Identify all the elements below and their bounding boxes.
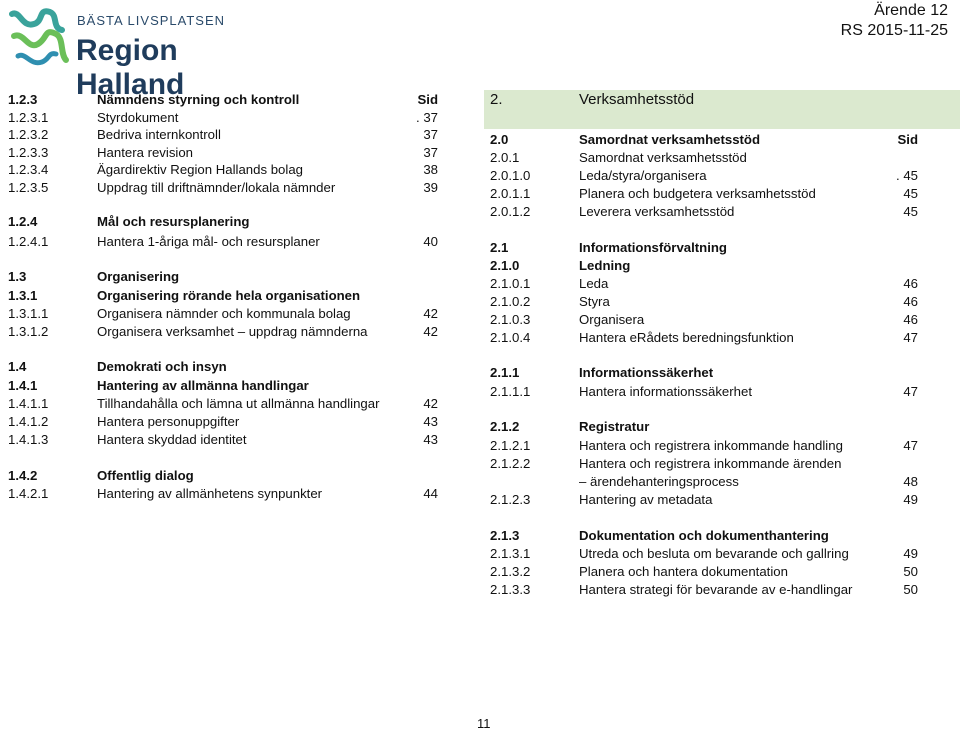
- left-row: [8, 109, 438, 127]
- right.rows-row-number: 2.1.3.3: [490, 582, 531, 597]
- left-row-page: Sid: [417, 92, 438, 107]
- right.rows-row-number: 2.1.2.3: [490, 492, 531, 507]
- left-row-number: 1.4.2: [8, 468, 38, 483]
- right.rows-row-number: 2.1.0: [490, 258, 520, 273]
- right.rows-row-page: 46: [903, 312, 918, 327]
- left-row-title: Uppdrag till driftnämnder/lokala nämnder: [97, 180, 336, 195]
- right.rows-row-title: Samordnat verksamhetsstöd: [579, 132, 761, 147]
- left-row-title: Organisera verksamhet – uppdrag nämnderna: [97, 324, 368, 339]
- right.rows-row-page: 45: [903, 204, 918, 219]
- left-row: [8, 213, 438, 231]
- left-row-page: 43: [423, 432, 438, 447]
- left-row-number: 1.3.1: [8, 288, 38, 303]
- left-row-number: 1.2.4: [8, 214, 38, 229]
- left-row-title: Hantera revision: [97, 145, 194, 160]
- right.rows-row-number: 2.1.3.2: [490, 564, 531, 579]
- right.rows-row: [490, 364, 918, 382]
- right.rows-row-title: Planera och hantera dokumentation: [579, 564, 788, 579]
- right.rows-row-number: 2.0: [490, 132, 509, 147]
- left-row: [8, 287, 438, 305]
- left-row-title: Hantera skyddad identitet: [97, 432, 247, 447]
- left-row-number: 1.4.1.1: [8, 396, 49, 411]
- left-row: [8, 268, 438, 286]
- reference-date: RS 2015-11-25: [840, 22, 948, 39]
- left-row: [8, 377, 438, 395]
- left-row-title: Hantering av allmänhetens synpunkter: [97, 486, 323, 501]
- left-row: [8, 179, 438, 197]
- left-row-number: 1.2.3.1: [8, 110, 49, 125]
- right.rows-row: [490, 131, 918, 149]
- right.rows-row-number: 2.1.0.4: [490, 330, 531, 345]
- right.rows-row-title: Hantera eRådets beredningsfunktion: [579, 330, 794, 345]
- right.rows-row-page: 49: [903, 492, 918, 507]
- right.rows-row: [490, 491, 918, 509]
- right.rows-row-title: Hantering av metadata: [579, 492, 713, 507]
- left-row: [8, 395, 438, 413]
- right.rows-row: [490, 545, 918, 563]
- left-row-page: 40: [423, 234, 438, 249]
- left-row-page: . 37: [416, 110, 438, 125]
- right.rows-row: [490, 203, 918, 221]
- left-row-number: 1.3: [8, 269, 27, 284]
- left-row-number: 1.2.3.3: [8, 145, 49, 160]
- right.rows-row-title: Informationssäkerhet: [579, 365, 714, 380]
- right.rows-row-page: 47: [903, 330, 918, 345]
- right.rows-row-title: Styra: [579, 294, 610, 309]
- left-row: [8, 413, 438, 431]
- left-row: [8, 485, 438, 503]
- right.rows-row-number: 2.1.3: [490, 528, 520, 543]
- right.rows-row-title: Ledning: [579, 258, 631, 273]
- right.rows-row: [490, 581, 918, 599]
- left-row-number: 1.2.3.5: [8, 180, 49, 195]
- right.rows-row-page: 47: [903, 384, 918, 399]
- left-row-title: Mål och resursplanering: [97, 214, 250, 229]
- right.rows-row-page: . 45: [896, 168, 918, 183]
- right.rows-row-title: Leda: [579, 276, 609, 291]
- left-row-number: 1.4.1.3: [8, 432, 49, 447]
- right.rows-row-title: Leverera verksamhetsstöd: [579, 204, 735, 219]
- right.rows-row: [490, 239, 918, 257]
- left-row-title: Offentlig dialog: [97, 468, 194, 483]
- right.rows-row-page: 48: [903, 474, 918, 489]
- left-row-page: 43: [423, 414, 438, 429]
- left-row: [8, 467, 438, 485]
- left-row-page: 37: [423, 127, 438, 142]
- right.rows-row: [490, 149, 918, 167]
- right.rows-row-number: 2.1.0.3: [490, 312, 531, 327]
- left-row-title: Bedriva internkontroll: [97, 127, 221, 142]
- right.rows-row-title: Organisera: [579, 312, 645, 327]
- right.rows-row-number: 2.1.3.1: [490, 546, 531, 561]
- right.rows-row: [490, 257, 918, 275]
- left-row-title: Hantera personuppgifter: [97, 414, 240, 429]
- left-row: [8, 233, 438, 251]
- right.rows-row-title: Samordnat verksamhetsstöd: [579, 150, 747, 165]
- right.rows-row-number: 2.1.1.1: [490, 384, 531, 399]
- left-row: [8, 323, 438, 341]
- left-row-title: Nämndens styrning och kontroll: [97, 92, 300, 107]
- right.rows-row-page: 46: [903, 276, 918, 291]
- left-row-number: 1.2.3.2: [8, 127, 49, 142]
- right.rows-row-number: 2.1.2.2: [490, 456, 531, 471]
- left-row-page: 42: [423, 306, 438, 321]
- left-row-title: Demokrati och insyn: [97, 359, 227, 374]
- right.rows-row-number: 2.1.0.1: [490, 276, 531, 291]
- left-row-title: Styrdokument: [97, 110, 179, 125]
- right.rows-row: [490, 383, 918, 401]
- right.rows-row-number: 2.1.2.1: [490, 438, 531, 453]
- right.rows-row-page: 46: [903, 294, 918, 309]
- right.rows-row: [490, 185, 918, 203]
- right.rows-row-title: Planera och budgetera verksamhetsstöd: [579, 186, 816, 201]
- left-row-page: 42: [423, 396, 438, 411]
- right.rows-row-page: 47: [903, 438, 918, 453]
- right.rows-row: [490, 275, 918, 293]
- right.rows-row: [490, 167, 918, 185]
- right.rows-row: [490, 311, 918, 329]
- logo-tagline: BÄSTA LIVSPLATSEN: [77, 13, 226, 28]
- right.rows-row-number: 2.0.1.0: [490, 168, 531, 183]
- left-row-number: 1.4.1.2: [8, 414, 49, 429]
- right.rows-row-number: 2.0.1: [490, 150, 520, 165]
- right.rows-row-title: – ärendehanteringsprocess: [579, 474, 739, 489]
- left-row-number: 1.2.4.1: [8, 234, 49, 249]
- left-row: [8, 161, 438, 179]
- right.rows-row-page: 49: [903, 546, 918, 561]
- right.rows-row-title: Hantera och registrera inkommande ärenden: [579, 456, 842, 471]
- left-row-number: 1.2.3.4: [8, 162, 49, 177]
- left-row-title: Organisering rörande hela organisationen: [97, 288, 361, 303]
- left-row: [8, 91, 438, 109]
- left-row-page: 39: [423, 180, 438, 195]
- left-row-page: 42: [423, 324, 438, 339]
- right.rows-row-number: 2.0.1.1: [490, 186, 531, 201]
- left-row-number: 1.4.2.1: [8, 486, 49, 501]
- right.rows-row-page: 50: [903, 564, 918, 579]
- left-row-page: 37: [423, 145, 438, 160]
- right.rows-row-page: 50: [903, 582, 918, 597]
- logo-name: Region Halland: [76, 34, 185, 101]
- right.rows-row-title: Hantera informationssäkerhet: [579, 384, 752, 399]
- right.rows-row-number: 2.1: [490, 240, 509, 255]
- right.rows-row: [490, 527, 918, 545]
- right.rows-row: [490, 473, 918, 491]
- right.rows-row: [490, 563, 918, 581]
- left-row: [8, 358, 438, 376]
- left-row-number: 1.2.3: [8, 92, 38, 107]
- section-number: 2.: [490, 91, 503, 108]
- left-row: [8, 144, 438, 162]
- right.rows-row-number: 2.0.1.2: [490, 204, 531, 219]
- right.rows-row: [490, 418, 918, 436]
- left-row: [8, 431, 438, 449]
- right.rows-row-number: 2.1.0.2: [490, 294, 531, 309]
- case-number: Ärende 12: [874, 2, 948, 19]
- left-row-title: Organisera nämnder och kommunala bolag: [97, 306, 351, 321]
- left-row-title: Tillhandahålla och lämna ut allmänna handlingar: [97, 396, 380, 411]
- left-row-page: 38: [423, 162, 438, 177]
- left-row-number: 1.3.1.1: [8, 306, 49, 321]
- left-row-number: 1.4: [8, 359, 27, 374]
- right.rows-row-title: Dokumentation och dokumenthantering: [579, 528, 829, 543]
- left-row-number: 1.4.1: [8, 378, 38, 393]
- left-row-title: Organisering: [97, 269, 180, 284]
- left-row-title: Ägardirektiv Region Hallands bolag: [97, 162, 303, 177]
- right.rows-row-title: Hantera strategi för bevarande av e-handlingar: [579, 582, 853, 597]
- left-row-title: Hantering av allmänna handlingar: [97, 378, 309, 393]
- right.rows-row: [490, 437, 918, 455]
- right.rows-row-title: Hantera och registrera inkommande handling: [579, 438, 843, 453]
- section-title: Verksamhetsstöd: [579, 91, 695, 108]
- section-heading-band: [484, 90, 960, 129]
- right.rows-row: [490, 293, 918, 311]
- left-row: [8, 305, 438, 323]
- region-halland-logo-icon: [8, 6, 74, 72]
- page-number: 11: [477, 716, 491, 731]
- right.rows-row-number: 2.1.1: [490, 365, 520, 380]
- left-row-title: Hantera 1-åriga mål- och resursplaner: [97, 234, 320, 249]
- right.rows-row-title: Leda/styra/organisera: [579, 168, 707, 183]
- left-row-number: 1.3.1.2: [8, 324, 49, 339]
- left-row: [8, 126, 438, 144]
- right.rows-row-number: 2.1.2: [490, 419, 520, 434]
- right.rows-row-title: Registratur: [579, 419, 650, 434]
- right.rows-row-title: Utreda och besluta om bevarande och gallring: [579, 546, 849, 561]
- right.rows-row-page: 45: [903, 186, 918, 201]
- left-row-page: 44: [423, 486, 438, 501]
- right.rows-row-title: Informationsförvaltning: [579, 240, 727, 255]
- right.rows-row: [490, 329, 918, 347]
- right.rows-row-page: Sid: [897, 132, 918, 147]
- right.rows-row: [490, 455, 918, 473]
